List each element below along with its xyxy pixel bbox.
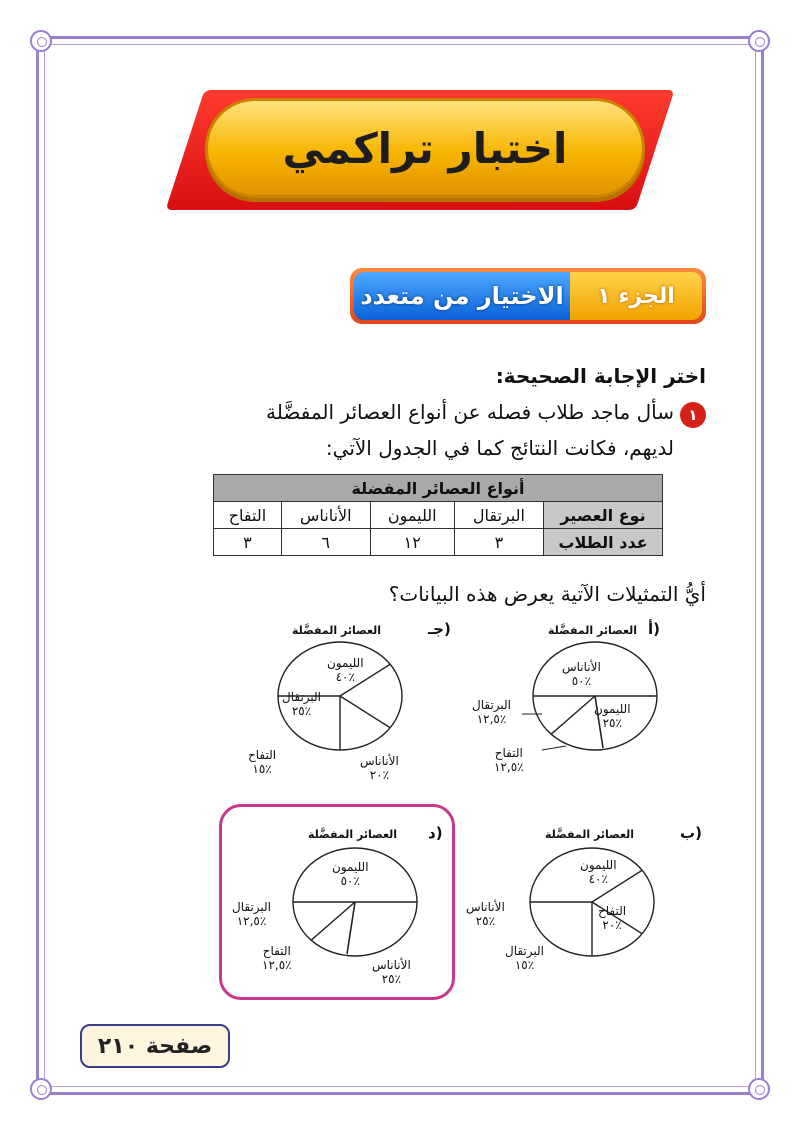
option-d-label-orange: البرتقال ٪١٢,٥: [232, 900, 272, 928]
table-cell: الليمون: [370, 502, 454, 529]
option-a-chart-title: العصائر المفضَّلة: [548, 624, 638, 637]
table-cell: التفاح: [214, 502, 282, 529]
question-number-badge: ١: [680, 402, 706, 428]
option-d-label-pineapple: الأناناس ٪٢٥: [372, 958, 411, 986]
option-b-letter[interactable]: ب): [680, 824, 702, 842]
title-banner: [205, 98, 645, 198]
table-cell: ٣: [214, 529, 282, 556]
page-title: اختبار تراكمي: [282, 123, 568, 173]
table-cell: البرتقال: [454, 502, 543, 529]
option-b-chart-title: العصائر المفضَّلة: [545, 828, 635, 841]
option-d-chart-title: العصائر المفضَّلة: [308, 828, 398, 841]
juice-table: [213, 474, 663, 556]
page-number: صفحة ٢١٠: [97, 1033, 213, 1059]
question-line-2: لديهم، فكانت النتائج كما في الجدول الآتي:: [325, 436, 674, 460]
frame-corner-ornament: [748, 30, 770, 52]
table-cell: الأناناس: [281, 502, 370, 529]
option-a-label-apple: التفاح ٪١٢,٥: [494, 746, 524, 774]
option-a-leader-lines: [470, 700, 580, 780]
table-cell: ١٢: [370, 529, 454, 556]
option-a-label-orange: البرتقال ٪١٢,٥: [472, 698, 512, 726]
option-c-label-lemon: الليمون ٪٤٠: [327, 656, 364, 684]
instruction-text: اختر الإجابة الصحيحة:: [495, 364, 706, 388]
option-c-chart-title: العصائر المفضَّلة: [292, 624, 382, 637]
table-row-header: نوع العصير: [544, 502, 663, 529]
section-title: الاختيار من متعدد: [354, 272, 570, 320]
option-c-label-orange: البرتقال ٪٢٥: [282, 690, 322, 718]
table-row: [214, 502, 663, 529]
option-a-letter[interactable]: أ): [648, 620, 661, 638]
option-c-label-apple: التفاح ٪١٥: [248, 748, 277, 776]
option-c-letter[interactable]: جـ): [428, 620, 451, 638]
option-d-label-apple: التفاح ٪١٢,٥: [262, 944, 292, 972]
question-prompt: أيُّ التمثيلات الآتية يعرض هذه البيانات؟: [388, 582, 706, 606]
table-cell: ٦: [281, 529, 370, 556]
frame-corner-ornament: [30, 30, 52, 52]
table-row: [214, 529, 663, 556]
option-a-label-pineapple: الأناناس ٪٥٠: [562, 660, 601, 688]
option-d-label-lemon: الليمون ٪٥٠: [332, 860, 369, 888]
table-row-header: عدد الطلاب: [544, 529, 663, 556]
option-a-label-lemon: الليمون ٪٢٥: [594, 702, 631, 730]
option-c-label-pineapple: الأناناس ٪٢٠: [360, 754, 399, 782]
frame-corner-ornament: [748, 1078, 770, 1100]
section-part-label: الجزء ١: [570, 272, 702, 320]
option-b-label-pineapple: الأناناس ٪٢٥: [466, 900, 505, 928]
page-number-box: [80, 1024, 230, 1068]
option-d-letter[interactable]: د): [428, 824, 443, 842]
table-cell: ٣: [454, 529, 543, 556]
section-header: [350, 268, 706, 324]
option-b-label-apple: التفاح ٪٢٠: [598, 904, 627, 932]
option-b-label-lemon: الليمون ٪٤٠: [580, 858, 617, 886]
question-line-1: سأل ماجد طلاب فصله عن أنواع العصائر المفضَّلة: [266, 400, 674, 424]
table-caption: أنواع العصائر المفضلة: [214, 475, 663, 502]
option-b-label-orange: البرتقال ٪١٥: [505, 944, 545, 972]
frame-corner-ornament: [30, 1078, 52, 1100]
